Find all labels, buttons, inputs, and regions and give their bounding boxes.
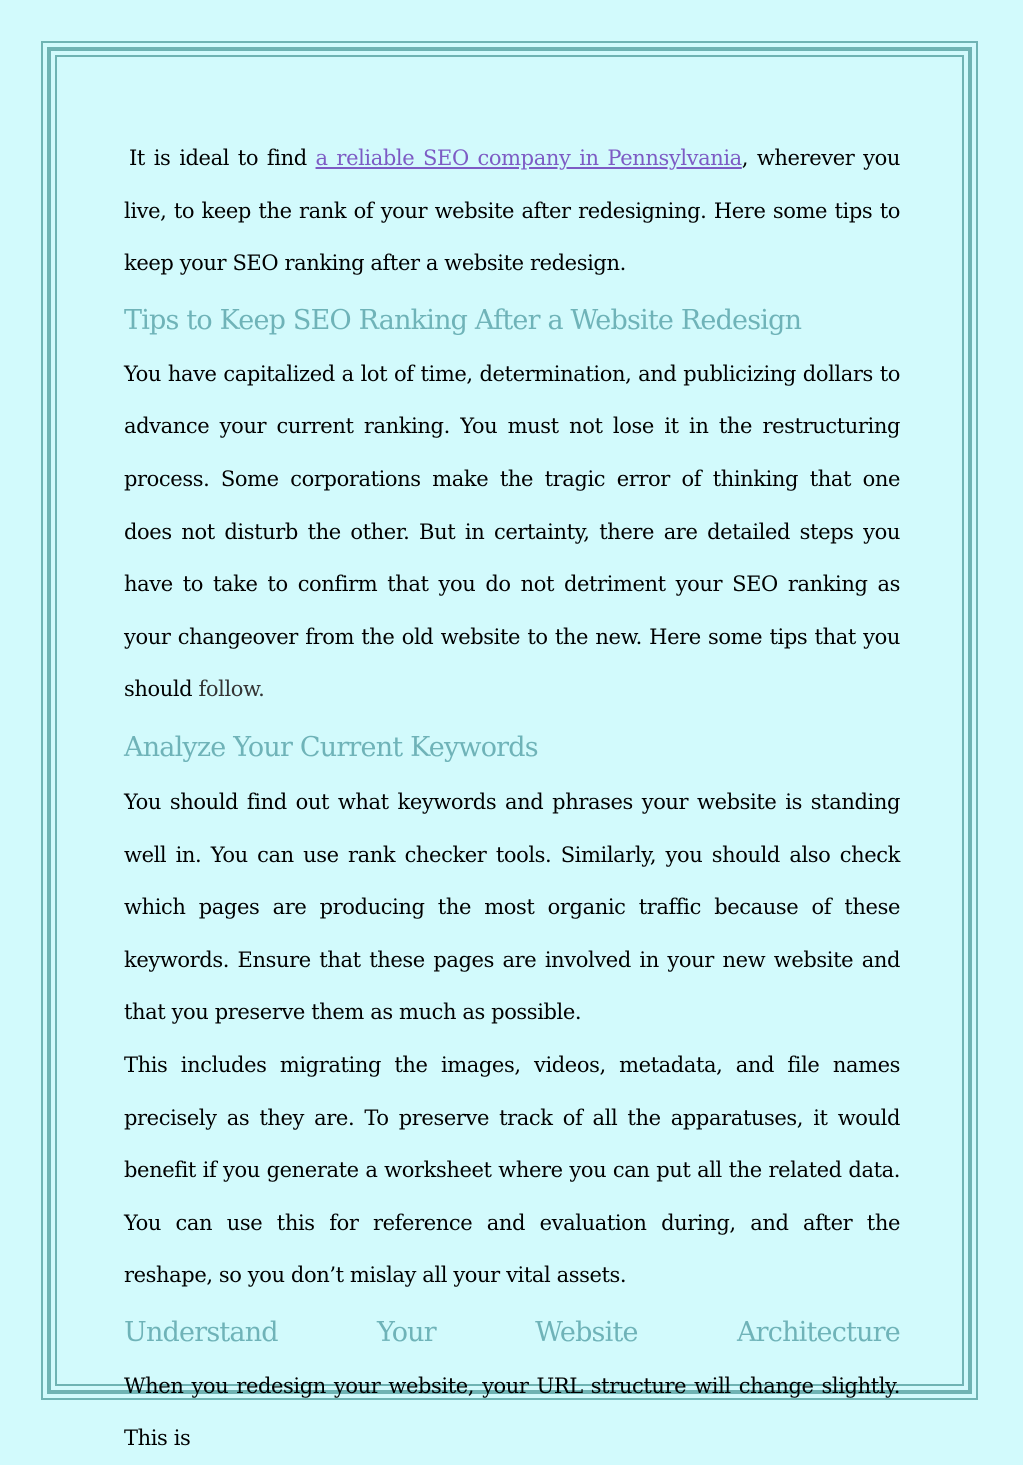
heading-tips-seo-ranking: Tips to Keep SEO Ranking After a Website Redesign — [124, 304, 802, 336]
heading-word-understand: Understand — [124, 1316, 278, 1348]
tips-paragraph-last-word: follow. — [198, 677, 265, 702]
heading-word-architecture: Architecture — [736, 1316, 900, 1348]
architecture-paragraph-1: When you redesign your website, your URL structure will change slightly. This is — [124, 1373, 900, 1451]
document-content — [124, 132, 900, 1465]
intro-text-after-link: , wherever you live, to keep the rank of your website after redesigning. Here some tips to keep your SEO ranking after a website redesign. — [124, 146, 900, 276]
heading-understand-architecture — [124, 1318, 900, 1348]
analyze-paragraph-2: This includes migrating the images, videos, metadata, and file names precisely as they are. To preserve track of all the apparatuses, it would benefit if you generate a worksheet where you can put all the related data. You can use this for reference and evaluation during, and after the reshape, so you don’t mislay all your vital assets. — [124, 1052, 900, 1288]
seo-company-link[interactable]: a reliable SEO company in Pennsylvania — [315, 146, 742, 170]
intro-text-before-link: It is ideal to find — [129, 146, 316, 170]
heading-analyze-keywords: Analyze Your Current Keywords — [124, 731, 538, 763]
analyze-paragraph-1: You should find out what keywords and phrases your website is standing well in. You can use rank checker tools. Similarly, you should also check which pages are producing the most organic traffic because of these keywords. Ensure that these pages are involved in your new website and that you preserve them as much as possible. — [124, 789, 900, 1025]
heading-word-your: Your — [377, 1316, 436, 1348]
tips-paragraph-text: You have capitalized a lot of time, determination, and publicizing dollars to advance your current ranking. You must not lose it in the restructuring process. Some corporations make the tragic error of thinking that one does not disturb the other. But in certainty, there are detailed steps you have to take to confirm that you do not detriment your SEO ranking as your changeover from the old website to the new. Here some tips that you should — [124, 361, 900, 702]
tips-paragraph — [124, 348, 900, 716]
intro-paragraph — [124, 132, 900, 290]
heading-word-website: Website — [535, 1316, 638, 1348]
